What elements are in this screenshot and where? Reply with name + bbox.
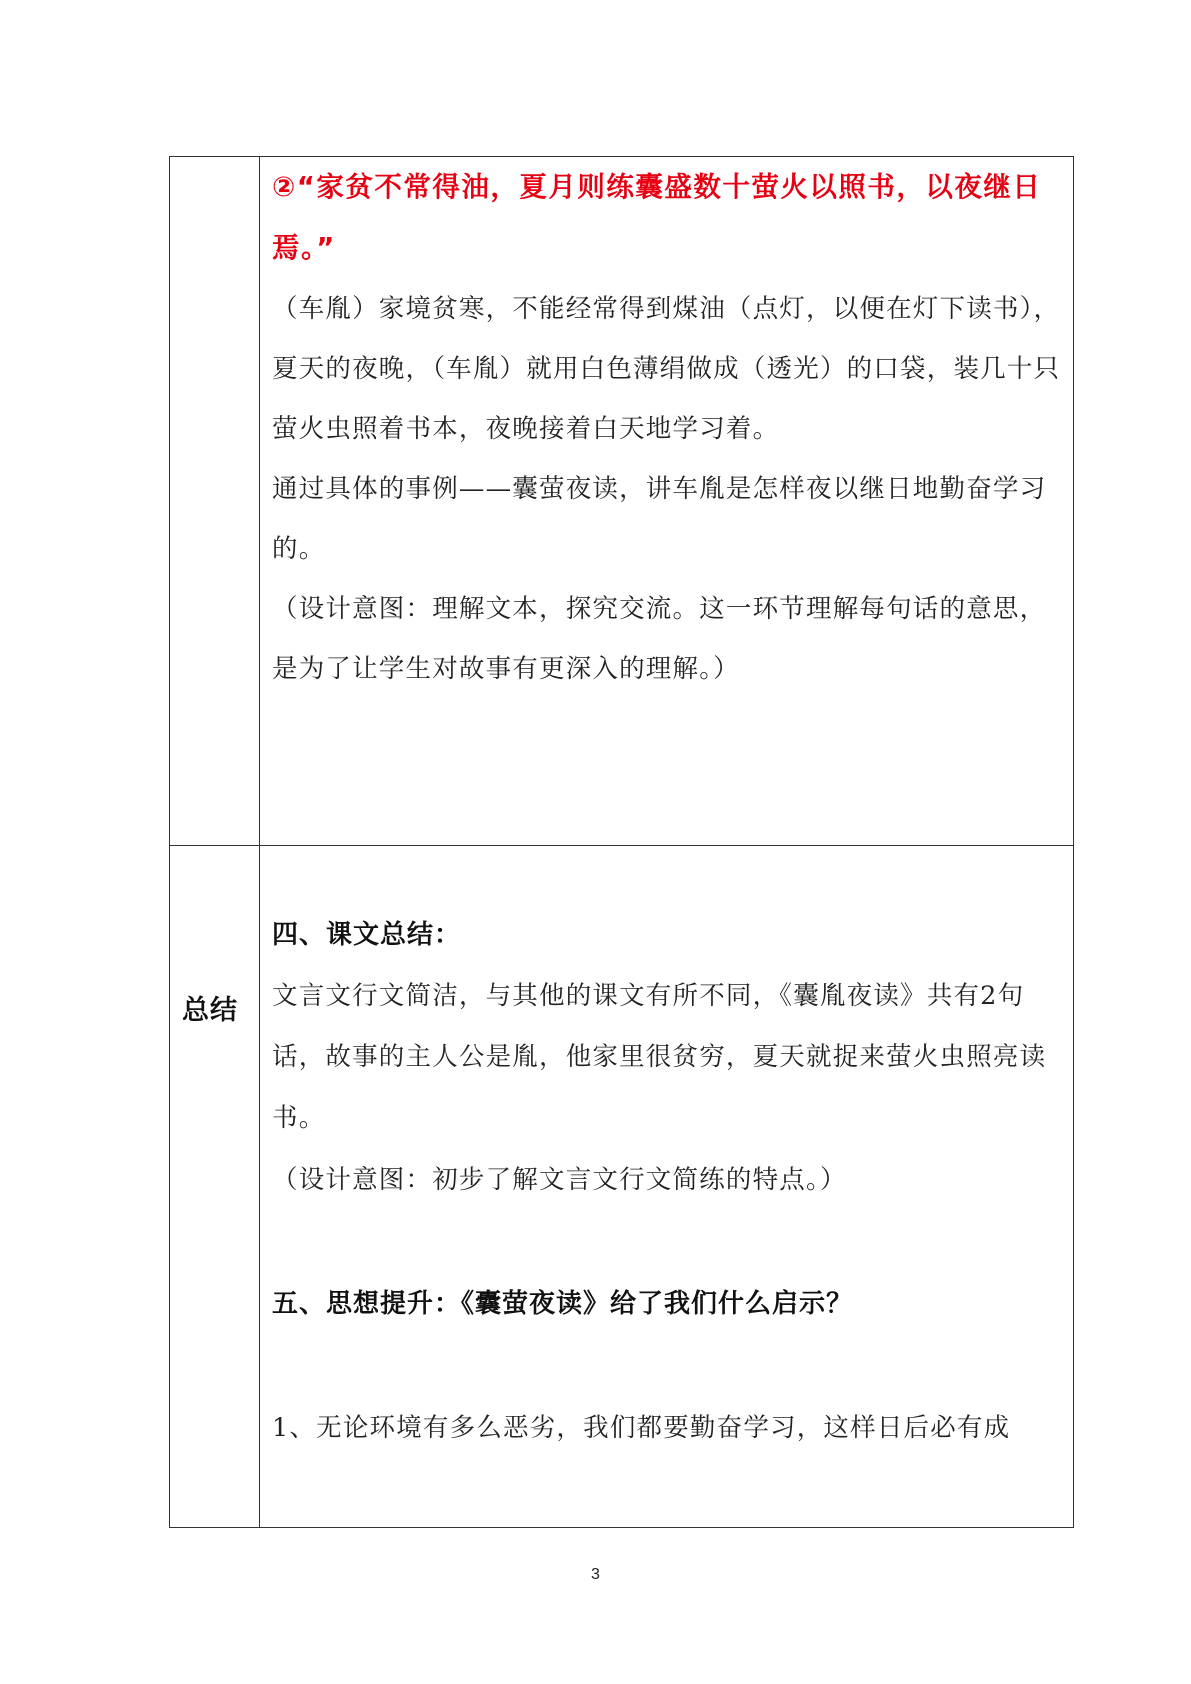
page-number: 3 <box>591 1566 600 1583</box>
table-row <box>170 157 1074 846</box>
row-content-cell <box>260 846 1074 1528</box>
analysis-paragraph: 通过具体的事例——囊萤夜读，讲车胤是怎样夜以继日地勤奋学习的。 <box>272 474 1047 564</box>
section-heading-summary: 四、课文总结： <box>272 920 462 950</box>
row-label-summary: 总结 <box>182 995 238 1026</box>
row-label-cell <box>170 846 260 1528</box>
summary-paragraph: 文言文行文简洁，与其他的课文有所不同，《囊胤夜读》共有2句话，故事的主人公是胤，他家里很贫穷，夏天就捉来萤火虫照亮读书。 <box>272 981 1047 1133</box>
row-label-cell <box>170 157 260 846</box>
design-intent-note: （设计意图：理解文本，探究交流。这一环节理解每句话的意思，是为了让学生对故事有更深入的理解。） <box>272 594 1047 684</box>
row-content-cell <box>260 157 1074 846</box>
section-heading-insight: 五、思想提升：《囊萤夜读》给了我们什么启示？ <box>272 1289 854 1319</box>
table-row <box>170 846 1074 1528</box>
translation-paragraph: （车胤）家境贫寒，不能经常得到煤油（点灯，以便在灯下读书），夏天的夜晚，（车胤）就用白色薄绢做成（透光）的口袋，装几十只萤火虫照着书本，夜晚接着白天地学习着。 <box>272 294 1061 444</box>
lesson-table <box>169 156 1074 1528</box>
classical-quote: ②“家贫不常得油，夏月则练囊盛数十萤火以照书，以夜继日焉。” <box>272 171 1042 264</box>
design-intent-note: （设计意图：初步了解文言文行文简练的特点。） <box>272 1165 847 1195</box>
insight-point-1: 1、无论环境有多么恶劣，我们都要勤奋学习，这样日后必有成 <box>272 1413 1011 1443</box>
